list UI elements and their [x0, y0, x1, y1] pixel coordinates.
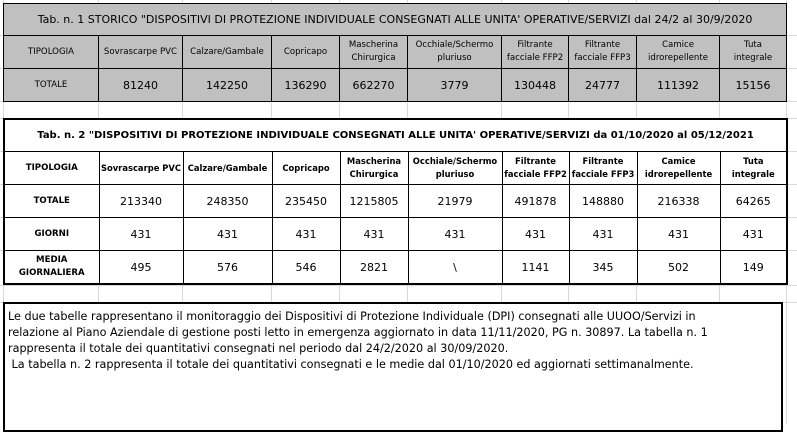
column-header-text: pluriuso [435, 169, 475, 179]
column-header-text: Mascherina [348, 40, 399, 50]
table-cell-text: 431 [592, 227, 614, 241]
column-header-text: Sovrascarpe PVC [103, 46, 178, 57]
column-header [99, 152, 183, 185]
column-header-text: idrorepellente [644, 169, 713, 179]
table-cell-text: 431 [130, 227, 152, 241]
description-line: relazione al Piano Aziendale di gestione posti letto in emergenza aggiornato in data 11/11/2020, PG n. 30897. La tabella n. 1 [8, 326, 708, 339]
table-cell-text: 502 [668, 260, 689, 274]
header-row [4, 152, 787, 185]
table-cell-text: 213340 [120, 194, 162, 208]
table-cell-text: 3779 [440, 78, 469, 92]
table-cell [569, 218, 637, 251]
table-cell-text: 495 [130, 260, 152, 274]
table-cell-text: \ [453, 260, 457, 274]
header-tipologia: TIPOLOGIA [4, 36, 99, 69]
table-cell [502, 69, 569, 102]
column-header-text: Tuta [743, 156, 764, 166]
table-cell-text: 216338 [657, 194, 700, 208]
column-header-text: Chirurgica [351, 53, 396, 63]
table-periodo [3, 118, 788, 285]
table-cell [183, 218, 272, 251]
column-header-text: integrale [733, 53, 773, 63]
table-cell-text: 431 [295, 227, 317, 241]
table-cell-text: 431 [525, 227, 546, 241]
table-cell-text: 235450 [285, 194, 327, 208]
table-row [4, 185, 787, 218]
column-header-text: Chirurgica [349, 169, 399, 179]
table-cell-text: 248350 [206, 194, 249, 208]
table-cell [340, 69, 408, 102]
table-row [4, 218, 787, 251]
row-label: TOTALE [4, 69, 99, 102]
column-header [183, 36, 272, 69]
table-cell [408, 185, 502, 218]
row-label [4, 185, 99, 218]
table-title: Tab. n. 2 "DISPOSITIVI DI PROTEZIONE INDIVIDUALE CONSEGNATI ALLE UNITA' OPERATIVE/SERVIZI da 01/10/2020 al 05/12/2021 [4, 119, 787, 152]
description-box [3, 302, 783, 432]
table-cell-text: 15156 [735, 78, 771, 92]
table-cell-text: 130448 [514, 78, 556, 92]
table-cell [720, 251, 787, 285]
column-header-text: Occhiale/Schermo [415, 40, 494, 50]
column-header-text: Sovrascarpe PVC [100, 162, 182, 173]
table-title: Tab. n. 1 STORICO "DISPOSITIVI DI PROTEZIONE INDIVIDUALE CONSEGNATI ALLE UNITA' OPERATIVE/SERVIZI dal 24/2 al 30/9/2020 [4, 4, 787, 36]
table-cell [272, 185, 340, 218]
table-cell-text: 142250 [206, 78, 248, 92]
table-row [4, 69, 787, 102]
table-cell [569, 185, 637, 218]
table-cell [99, 185, 183, 218]
header-row [4, 36, 787, 69]
table-cell [502, 251, 569, 285]
table-cell [183, 69, 272, 102]
column-header-text: facciale FFP3 [571, 169, 635, 179]
table-cell-text: 148880 [582, 194, 624, 208]
table-cell [569, 69, 637, 102]
table-cell [720, 218, 787, 251]
table-cell [99, 251, 183, 285]
table-cell [272, 251, 340, 285]
column-header-text: Filtrante [515, 156, 556, 166]
table-cell-text: 111392 [657, 78, 699, 92]
column-header-text: pluriuso [437, 53, 472, 63]
column-header [569, 36, 637, 69]
table-cell [637, 185, 720, 218]
table-cell [502, 185, 569, 218]
table-cell-text: 1141 [521, 260, 550, 274]
column-header-text: integrale [731, 169, 775, 179]
table-cell-text: 64265 [735, 194, 771, 208]
column-header-text: Tuta [744, 40, 763, 50]
table-cell-text: 21979 [437, 194, 473, 208]
table-cell-text: 136290 [284, 78, 327, 92]
table-cell-text: 24777 [585, 78, 620, 92]
column-header [720, 152, 787, 185]
table-cell-text: 662270 [352, 78, 395, 92]
table-cell-text: 81240 [123, 78, 158, 92]
column-header [408, 36, 502, 69]
column-header-text: Filtrante [584, 40, 621, 50]
row-label-text: GIORNI [34, 228, 70, 239]
table-cell-text: 431 [217, 227, 238, 241]
column-header [720, 36, 787, 69]
row-label [4, 218, 99, 251]
column-header-text: Camice [661, 40, 695, 50]
column-header [637, 36, 720, 69]
column-header-text: Calzare/Gambale [190, 46, 264, 57]
table-cell-text: 431 [363, 227, 385, 241]
column-header [637, 152, 720, 185]
column-header [408, 152, 502, 185]
table-cell [340, 251, 408, 285]
column-header [272, 152, 340, 185]
table-cell [99, 69, 183, 102]
column-header-text: Camice [661, 156, 696, 166]
column-header [340, 36, 408, 69]
table-cell [502, 218, 569, 251]
column-header-text: Copricapo [283, 46, 328, 57]
table-cell [408, 69, 502, 102]
table-cell-text: 431 [444, 227, 466, 241]
column-header [502, 36, 569, 69]
table-cell [183, 185, 272, 218]
table-cell [99, 218, 183, 251]
table-cell [340, 218, 408, 251]
column-header [99, 36, 183, 69]
column-header-text: Occhiale/Schermo [412, 156, 498, 166]
column-header-text: facciale FFP3 [574, 53, 631, 63]
table-cell [637, 251, 720, 285]
table-cell-text: 1215805 [349, 194, 399, 208]
table-cell [408, 218, 502, 251]
column-header [272, 36, 340, 69]
column-header [502, 152, 569, 185]
table-cell-text: 491878 [514, 194, 557, 208]
description-line: La tabella n. 2 rappresenta il totale dei quantitativi consegnati e le medie dal 01/10/2020 ed aggiornati settimanalmente. [8, 358, 694, 371]
table-cell-text: 431 [742, 227, 764, 241]
table-cell [340, 185, 408, 218]
row-label-text: GIORNALIERA [18, 268, 85, 278]
table-cell [272, 69, 340, 102]
table-cell-text: 345 [592, 260, 614, 274]
header-tipologia: TIPOLOGIA [4, 152, 99, 185]
column-header-text: facciale FFP2 [504, 169, 567, 179]
column-header [340, 152, 408, 185]
row-label-text: TOTALE [33, 195, 70, 206]
table-cell-text: 149 [742, 260, 764, 274]
table-cell [637, 218, 720, 251]
column-header-text: idrorepellente [648, 53, 708, 63]
column-header-text: Filtrante [517, 40, 553, 50]
table-cell [720, 69, 787, 102]
column-header-text: Calzare/Gambale [187, 162, 268, 173]
column-header-text: Filtrante [582, 156, 624, 166]
table-cell [272, 218, 340, 251]
table-cell [408, 251, 502, 285]
column-header-text: Copricapo [282, 162, 330, 173]
row-label-text: MEDIA [36, 255, 68, 265]
row-label [4, 251, 99, 285]
table-storico [3, 3, 787, 102]
column-header [183, 152, 272, 185]
table-cell [637, 69, 720, 102]
table-cell [569, 251, 637, 285]
column-header-text: Mascherina [346, 156, 402, 166]
table-cell-text: 2821 [360, 260, 388, 274]
table-cell-text: 546 [295, 260, 317, 274]
description-line: Le due tabelle rappresentano il monitoraggio dei Dispositivi di Protezione Individuale (DPI) consegnati alle UUOO/Servizi in [8, 310, 696, 323]
column-header [569, 152, 637, 185]
table-row [4, 251, 787, 285]
column-header-text: facciale FFP2 [506, 53, 564, 63]
table-cell-text: 431 [668, 227, 689, 241]
table-cell-text: 576 [217, 260, 238, 274]
table-cell [183, 251, 272, 285]
description-line: rappresenta il totale dei quantitativi consegnati nel periodo dal 24/2/2020 al 30/09/2020. [8, 342, 509, 355]
table-cell [720, 185, 787, 218]
